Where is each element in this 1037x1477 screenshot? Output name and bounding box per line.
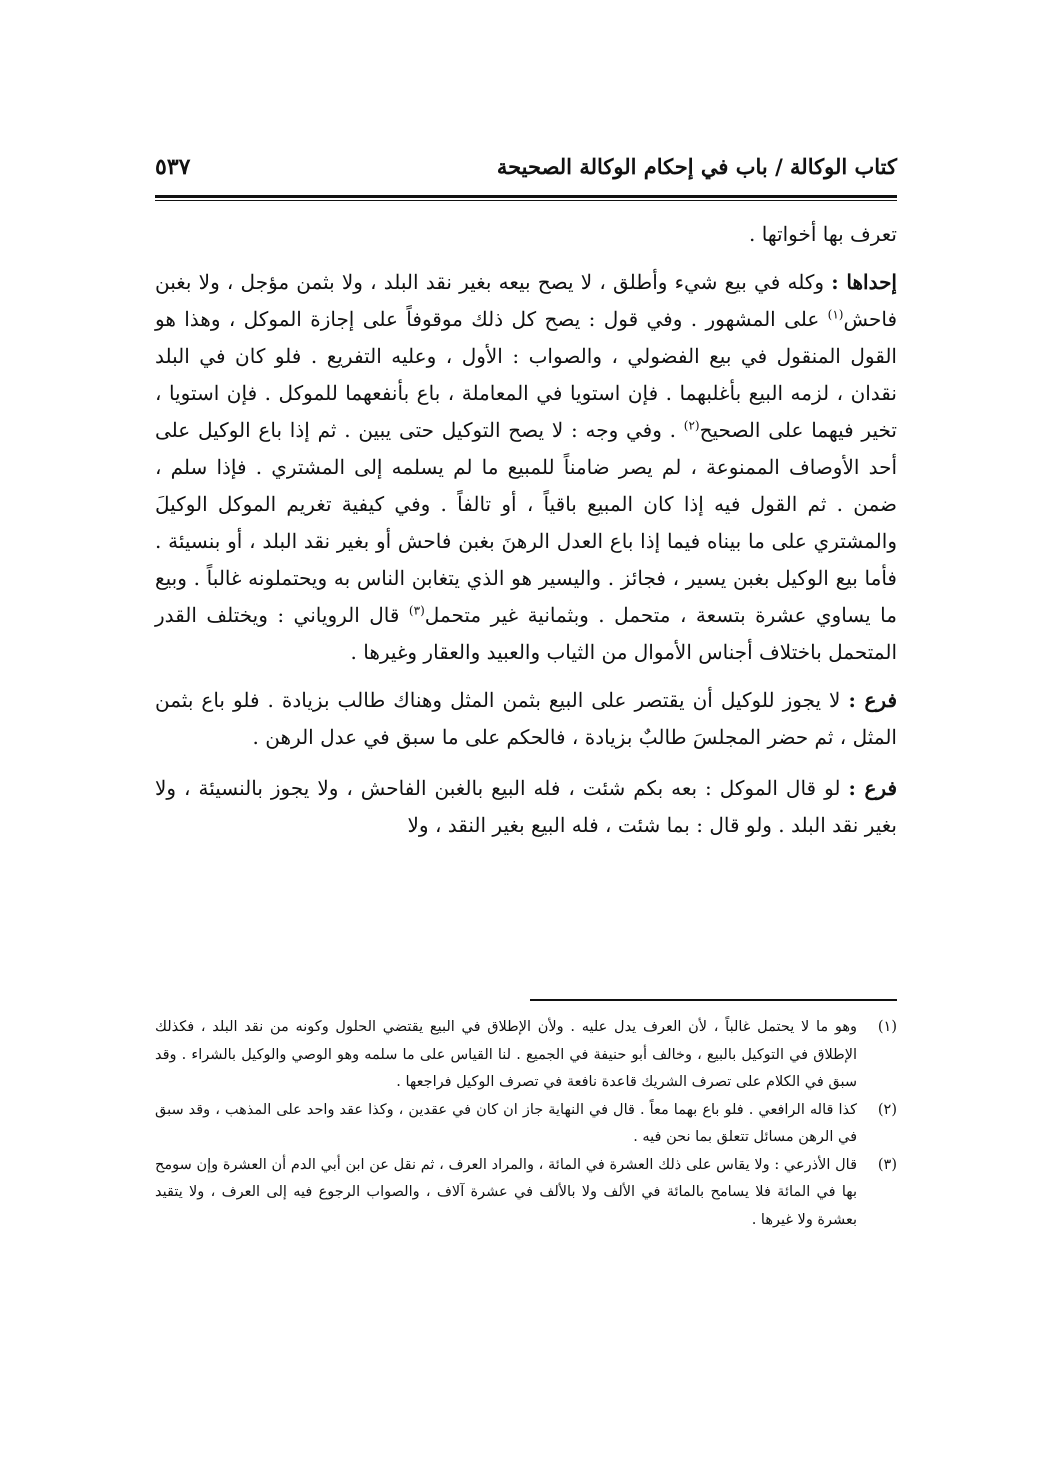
footnote-text: قال الأذرعي : ولا يقاس على ذلك العشرة في المائة ، والمراد العرف ، ثم نقل عن ابن أبي الدم أن العشرة وإن سومح بها في المائة فلا يسامح بالمائة في الألف ولا بالألف في عشرة آلاف ، والصواب الرجوع فيه إلى العرف ، ولا يتقيد بعشرة ولا غيرها . <box>155 1156 857 1228</box>
footnote-number: (٢) <box>877 1101 897 1118</box>
running-title: كتاب الوكالة / باب في إحكام الوكالة الصحيحة <box>496 154 897 179</box>
footnote-1 <box>155 1014 897 1097</box>
paragraph-gap <box>155 253 897 264</box>
footnote-ref-2: (٢) <box>683 418 700 433</box>
paragraph-text: قال الروياني : ويختلف القدر المتحمل باختلاف أجناس الأموال من الثياب والعبيد والعقار وغيرها . <box>155 603 897 664</box>
footnote-text: كذا قاله الرافعي . فلو باع بهما معاً . قال في النهاية جاز ان كان في عقدين ، وكذا عقد واحد على المذهب ، وقد سبق في الرهن مسائل تتعلق بما نحن فيه . <box>155 1101 857 1145</box>
page-number: ٥٣٧ <box>155 154 191 180</box>
paragraph-text: لا يجوز للوكيل أن يقتصر على البيع بثمن المثل وهناك طالب بزيادة . فلو باع بثمن المثل ، ثم حضر المجلسَ طالبٌ بزيادة ، فالحكم على ما سبق في عدل الرهن . <box>155 688 897 749</box>
page-header <box>155 152 897 192</box>
paragraph-first <box>155 264 897 671</box>
footnote-number: (٣) <box>877 1156 897 1173</box>
header-rule <box>155 195 897 198</box>
paragraph-gap <box>155 671 897 682</box>
paragraph-lead: إحداها : <box>831 270 897 294</box>
footnote-3 <box>155 1152 897 1235</box>
branch-heading: فرع : <box>848 776 898 800</box>
paragraph-branch-2 <box>155 770 897 844</box>
paragraph-text: وكله في بيع شيء وأطلق ، لا يصح بيعه بغير نقد البلد ، ولا بثمن مؤجل ، ولا بغبن فاحش <box>155 270 897 331</box>
footnote-ref-3: (٣) <box>408 603 425 618</box>
paragraph-text: على المشهور . وفي قول : يصح كل ذلك موقوفاً على إجازة الموكل ، وهذا هو القول المنقول في بيع الفضولي ، والصواب : الأول ، وعليه التفريع . فلو كان في البلد نقدان ، لزمه البيع بأغلبهما . فإن استويا في المعاملة ، باع بأنفعهما للموكل . فإن استويا ، تخير فيهما على الصحيح <box>155 307 897 442</box>
footnote-ref-1: (١) <box>827 307 844 322</box>
header-rule-thin <box>155 200 897 201</box>
paragraph-gap <box>155 756 897 770</box>
main-text <box>155 216 897 844</box>
branch-heading: فرع : <box>848 688 898 712</box>
intro-line: تعرف بها أخواتها . <box>749 222 897 246</box>
paragraph-text: لو قال الموكل : بعه بكم شئت ، فله البيع بالغبن الفاحش ، ولا يجوز بالنسيئة ، ولا بغير نقد البلد . ولو قال : بما شئت ، فله البيع بغير النقد ، ولا <box>155 776 897 837</box>
footnote-text: وهو ما لا يحتمل غالباً ، لأن العرف يدل عليه . ولأن الإطلاق في البيع يقتضي الحلول وكونه من نقد البلد ، فكذلك الإطلاق في التوكيل بالبيع ، وخالف أبو حنيفة في الجميع . لنا القياس على ما سلمه وهو الوصي والوكيل بالشراء . وقد سبق في الكلام على تصرف الشريك قاعدة نافعة في تصرف الوكيل فراجعها . <box>155 1019 857 1090</box>
paragraph-text: . وفي وجه : لا يصح التوكيل حتى يبين . ثم إذا باع الوكيل على أحد الأوصاف الممنوعة ، لم يصر ضامناً للمبيع ما لم يسلمه إلى المشتري . فإذا سلم ، ضمن . ثم القول فيه إذا كان المبيع باقياً ، أو تالفاً . وفي كيفية تغريم الموكل الوكيلَ والمشتري على ما بيناه فيما إذا باع العدل الرهنَ بغبن فاحش أو بغير نقد البلد ، أو بنسيئة . فأما بيع الوكيل بغبن يسير ، فجائز . واليسير هو الذي يتغابن الناس به ويحتملونه غالباً . وبيع ما يساوي عشرة بتسعة ، متحمل . وبثمانية غير متحمل <box>155 418 897 627</box>
footnote-2 <box>155 1097 897 1152</box>
footnotes <box>155 1014 897 1234</box>
footnote-number: (١) <box>877 1019 897 1035</box>
paragraph-branch-1 <box>155 682 897 756</box>
footnote-separator <box>530 999 897 1001</box>
